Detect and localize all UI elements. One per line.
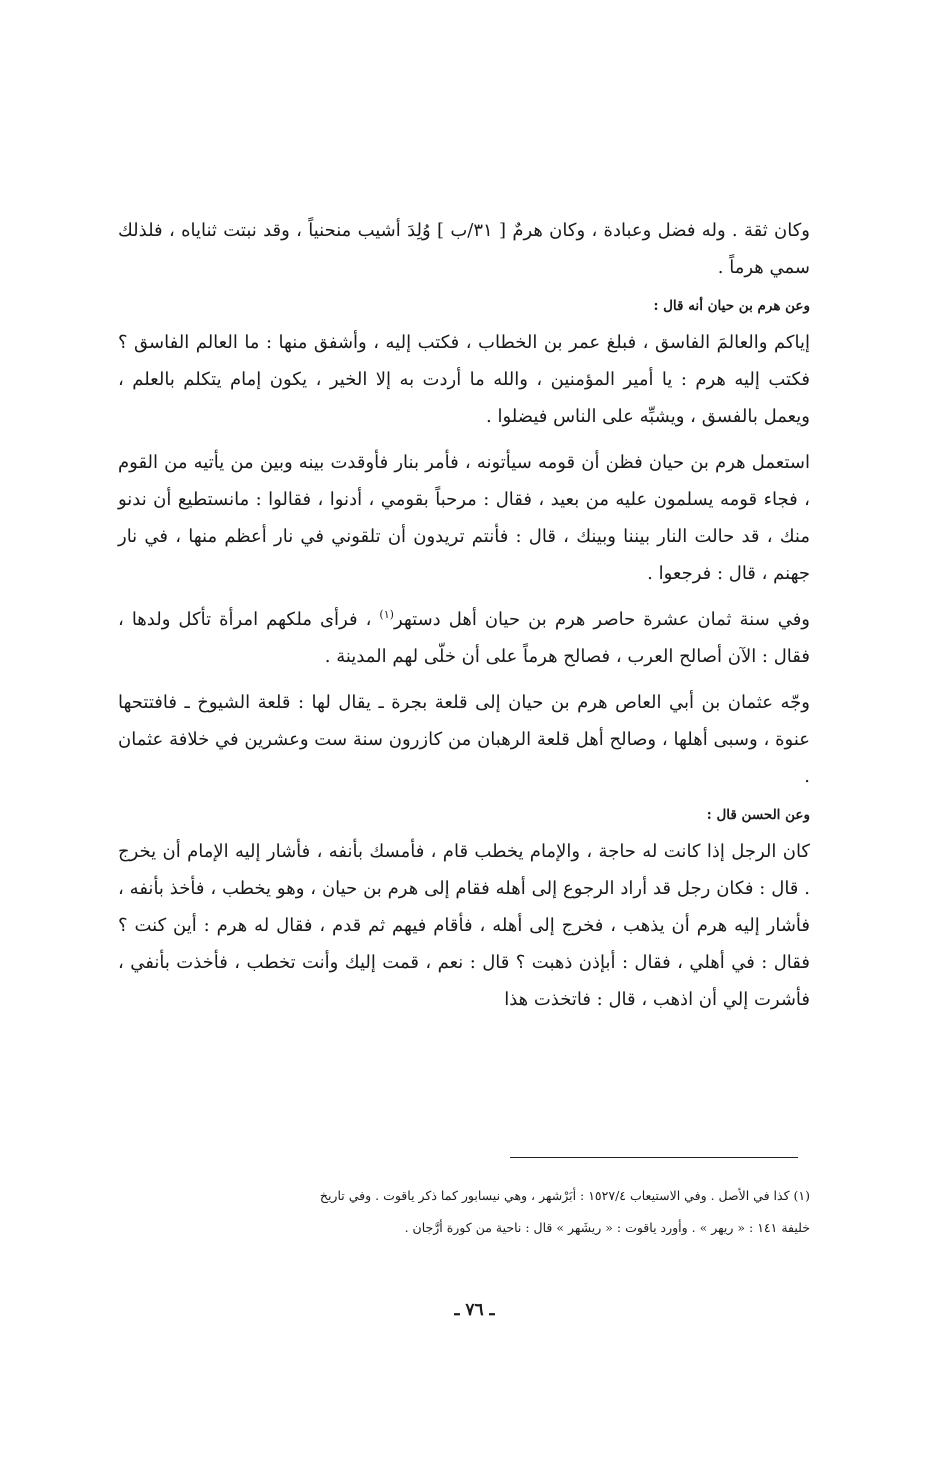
section-heading-harim: وعن هرم بن حيان أنه قال :	[653, 298, 810, 314]
paragraph-4	[118, 601, 810, 675]
paragraph-6: كان الرجل إذا كانت له حاجة ، والإمام يخطب قام ، فأمسك بأنفه ، فأشار إليه الإمام أن يخرج . قال : فكان رجل قد أراد الرجوع إلى أهله فقام إلى هرم بن حيان ، وهو يخطب ، فأخذ بأنفه ، فأشار إليه هرم أن يذهب ، فخرج إلى أهله ، فأقام فيهم ثم قدم ، فقال له هرم : أين كنت ؟ فقال : في أهلي ، فقال : أبإذن ذهبت ؟ قال : نعم ، قمت إليك وأنت تخطب ، فأخذت بأنفي ، فأشرت إلي أن اذهب ، قال : فاتخذت هذا	[118, 841, 810, 1010]
paragraph-3: استعمل هرم بن حيان فظن أن قومه سيأتونه ، فأمر بنار فأوقدت بينه وبين من يأتيه من القوم ، فجاء قومه يسلمون عليه من بعيد ، فقال : مرحباً بقومي ، أدنوا ، فقالوا : مانستطيع أن ندنو منك ، قد حالت النار بيننا وبينك ، قال : فأنتم تريدون أن تلقوني في نار أعظم منها ، في نار جهنم ، قال : فرجعوا .	[118, 452, 810, 584]
footnote-marker: (١)	[379, 608, 394, 621]
footnote-divider	[510, 1157, 798, 1158]
footnotes	[108, 1180, 810, 1244]
paragraph-4-text-a: وفي سنة ثمان عشرة حاصر هرم بن حيان أهل دستهر	[393, 609, 810, 630]
paragraph-1: وكان ثقة . وله فضل وعبادة ، وكان هرمٌ [ ٣١/ب ] وُلِدَ أشيب منحنياً ، وقد نبتت ثناياه ، فلذلك سمي هرماً .	[118, 220, 810, 278]
page-number: ـ ٧٦ ـ	[454, 1300, 495, 1320]
footnote-line-1: (١) كذا في الأصل . وفي الاستيعاب ١٥٢٧/٤ : أبَرْشهر ، وهي نيسابور كما ذكر ياقوت . وفي تاريخ	[319, 1188, 810, 1203]
footnote-line-2: خليفة ١٤١ : « ريهر » . وأورد ياقوت : « ريشَهر » قال : ناحية من كورة أرَّجان .	[404, 1220, 810, 1235]
paragraph-2: إياكم والعالمَ الفاسق ، فبلغ عمر بن الخطاب ، فكتب إليه ، وأشفق منها : ما العالم الفاسق ؟ فكتب إليه هرم : يا أمير المؤمنين ، والله ما أردت به إلا الخير ، يكون إمام يتكلم بالعلم ، ويعمل بالفسق ، ويشبِّه على الناس فيضلوا .	[118, 332, 810, 427]
paragraph-5: وجّه عثمان بن أبي العاص هرم بن حيان إلى قلعة بجرة ـ يقال لها : قلعة الشيوخ ـ فافتتحها عنوة ، وسبى أهلها ، وصالح أهل قلعة الرهبان من كازرون سنة ست وعشرين في خلافة عثمان .	[118, 692, 810, 787]
paragraph-4-text-b: ، فرأى ملكهم امرأة تأكل ولدها ، فقال : الآن أصالح العرب ، فصالح هرماً على أن خلّى لهم المدينة .	[118, 609, 810, 667]
section-heading-hasan: وعن الحسن قال :	[706, 807, 810, 823]
main-text	[118, 212, 810, 1018]
